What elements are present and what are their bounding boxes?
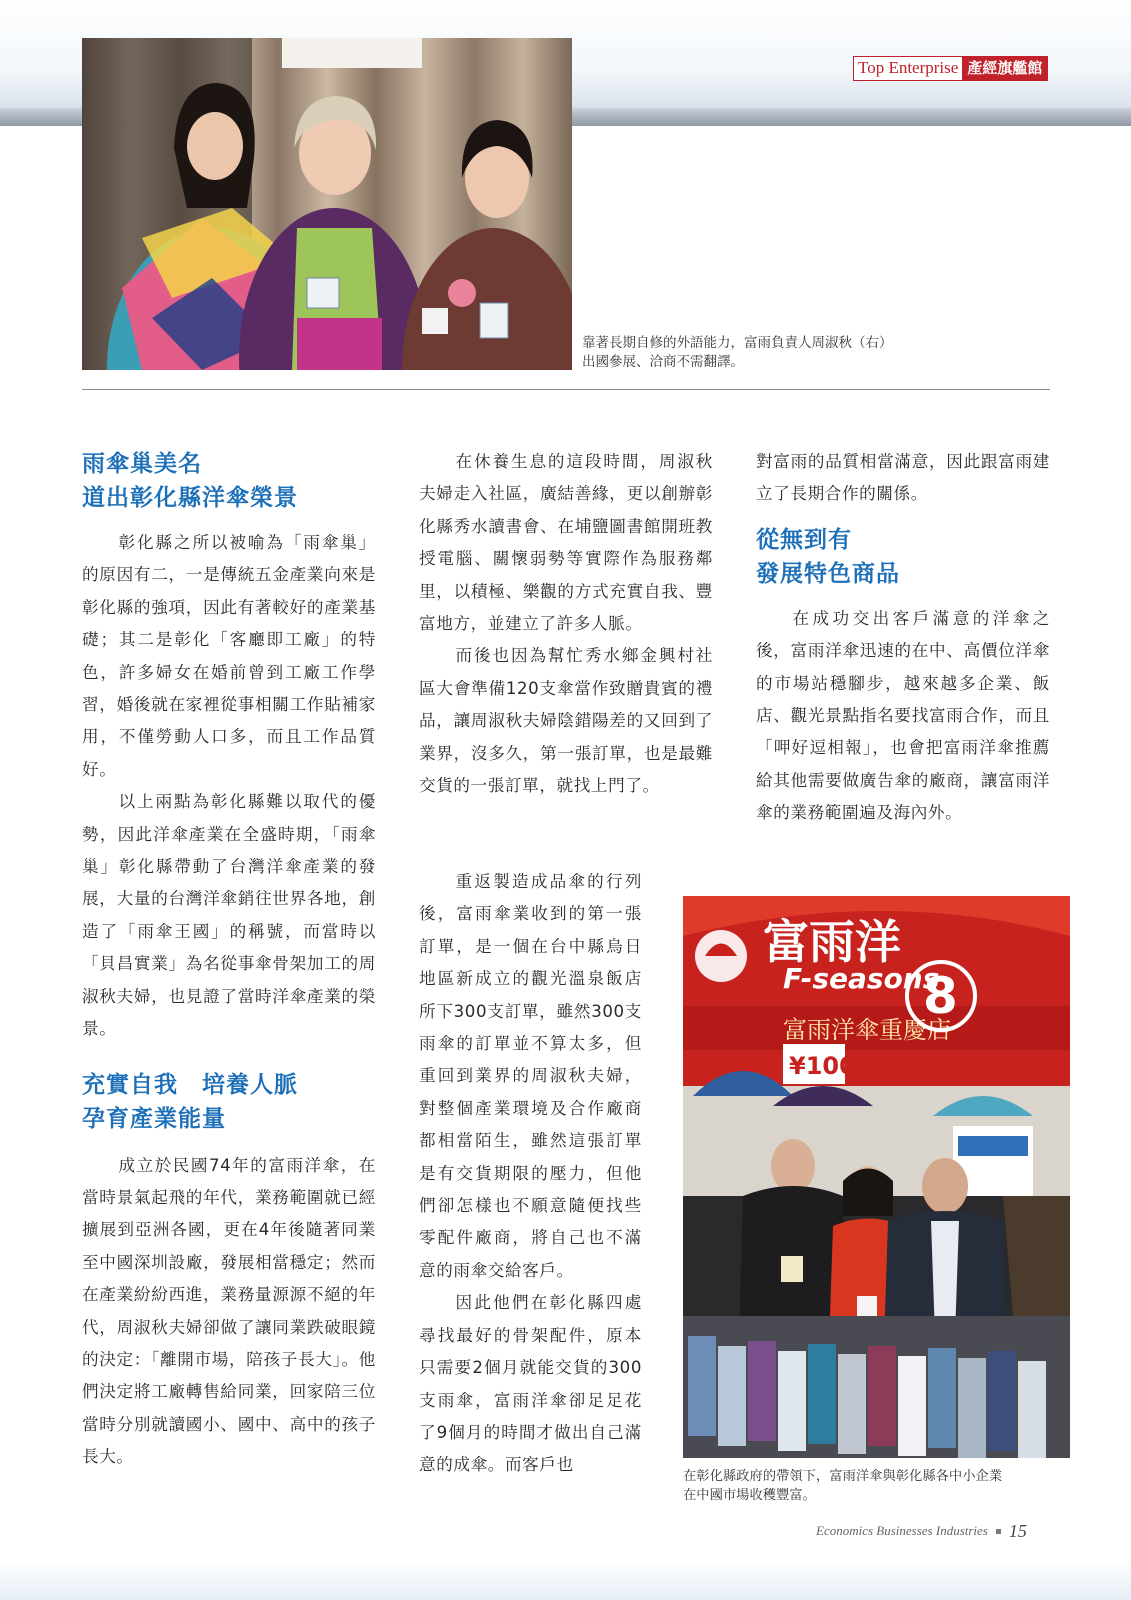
article-column-2 [419,446,713,802]
portrait-illustration [82,38,572,370]
heading-line: 道出彰化縣洋傘榮景 [82,485,298,511]
photo-top-caption [582,334,1002,372]
paragraph: 在成功交出客戶滿意的洋傘之後，富雨洋傘迅速的在中、高價位洋傘的市場站穩腳步，越來越多企業、飯店、觀光景點指名要找富雨合作，而且「呷好逗相報」，也會把富雨洋傘推薦給其他需要做廣告傘的廠商，讓富雨洋傘的業務範圍遍及海內外。 [756,608,1050,823]
divider-rule [82,389,1050,390]
section-heading [82,1068,376,1136]
paragraph: 在休養生息的這段時間，周淑秋夫婦走入社區，廣結善緣，更以創辦彰化縣秀水讀書會、在埔鹽圖書館開班教授電腦、關懷弱勢等實際作為服務鄰里，以積極、樂觀的方式充實自我、豐富地方，並建立了許多人脈。 [419,452,713,634]
photo-trade-show-portrait [82,38,572,370]
paragraph: 以上兩點為彰化縣難以取代的優勢，因此洋傘產業在全盛時期，「雨傘巢」彰化縣帶動了台灣洋傘產業的發展，大量的台灣洋傘銷往世界各地，創造了「雨傘王國」的稱號，而當時以「貝昌實業」為名從事傘骨架加工的周淑秋夫婦，也見證了當時洋傘產業的榮景。 [82,792,376,1039]
article-column-2-narrow [419,866,642,1482]
photo-umbrella-store [683,896,1070,1458]
caption-line: 在中國市場收穫豐富。 [683,1488,816,1503]
paragraph: 彰化縣之所以被喻為「雨傘巢」的原因有二，一是傳統五金產業向來是彰化縣的強項，因此有著較好的產業基礎；其二是彰化「客廳即工廠」的特色，許多婦女在婚前曾到工廠工作學習，婚後就在家裡從事相關工作貼補家用，不僅勞動人口多，而且工作品質好。 [82,533,376,779]
heading-line: 從無到有 [756,526,852,553]
paragraph: 而後也因為幫忙秀水鄉金興村社區大會準備120支傘當作致贈貴賓的禮品，讓周淑秋夫婦陰錯陽差的又回到了業界，沒多久，第一張訂單，也是最難交貨的一張訂單，就找上門了。 [419,646,713,796]
photo-bottom-caption [683,1467,1083,1505]
section-heading [82,447,376,515]
sign-store-name: 富雨洋傘重慶店 [783,1016,951,1044]
caption-line: 靠著長期自修的外語能力，富雨負責人周淑秋（右） [582,335,893,351]
article-column-3 [756,446,1050,830]
heading-line: 充實自我 培養人脈 [82,1071,298,1098]
paragraph: 成立於民國74年的富雨洋傘，在當時景氣起飛的年代，業務範圍就已經擴展到亞洲各國，更在4年後隨著同業至中國深圳設廠，發展相當穩定；然而在產業紛紛西進，業務量源源不絕的年代，周淑秋夫婦卻做了讓同業跌破眼鏡的決定：「離開市場，陪孩子長大」。他們決定將工廠轉售給同業，回家陪三位當時分別就讀國小、國中、高中的孩子長大。 [82,1155,376,1467]
sign-brand-english: F-seasons [783,962,940,995]
heading-line: 雨傘巢美名 [82,451,202,477]
umbrella-display [683,1316,1070,1458]
section-heading [756,523,1050,591]
sign-brand-chinese: 富雨洋 [763,915,901,969]
paragraph: 重返製造成品傘的行列後，富雨傘業收到的第一張訂單，是一個在台中縣烏日地區新成立的觀光溫泉飯店所下300支訂單，雖然300支雨傘的訂單並不算太多，但重回到業界的周淑秋夫婦，對整個產業環境及合作廠商都相當陌生，雖然這張訂單是有交貨期限的壓力，但他們卻怎樣也不願意隨便找些零配件廠商，將自己也不滿意的雨傘交給客戶。 [419,872,642,1280]
article-column-1 [82,447,376,1474]
brand-english: Top Enterprise [854,57,962,80]
store-illustration [683,896,1070,1458]
caption-line: 出國參展、洽商不需翻譯。 [582,354,744,370]
sign-price: ¥100 [789,1052,856,1080]
heading-line: 孕育產業能量 [82,1105,226,1132]
paragraph: 因此他們在彰化縣四處尋找最好的骨架配件，原本只需要2個月就能交貨的300支雨傘，富雨洋傘卻足足花了9個月的時間才做出自己滿意的成傘。而客戶也 [419,1293,642,1475]
footer-band [0,1560,1131,1600]
brand-chinese: 產經旗艦館 [962,57,1047,80]
caption-line: 在彰化縣政府的帶領下，富雨洋傘與彰化縣各中小企業 [683,1469,1003,1484]
publication-name: Economics Businesses Industries [816,1523,988,1538]
page-footer [816,1519,1027,1543]
section-brand-tag [853,56,1048,81]
page-number: 15 [1008,1520,1027,1541]
paragraph: 對富雨的品質相當滿意，因此跟富雨建立了長期合作的關係。 [756,452,1050,504]
footer-square-icon [996,1529,1001,1534]
heading-line: 發展特色商品 [756,560,900,587]
sign-discount: 8 [923,967,958,1025]
